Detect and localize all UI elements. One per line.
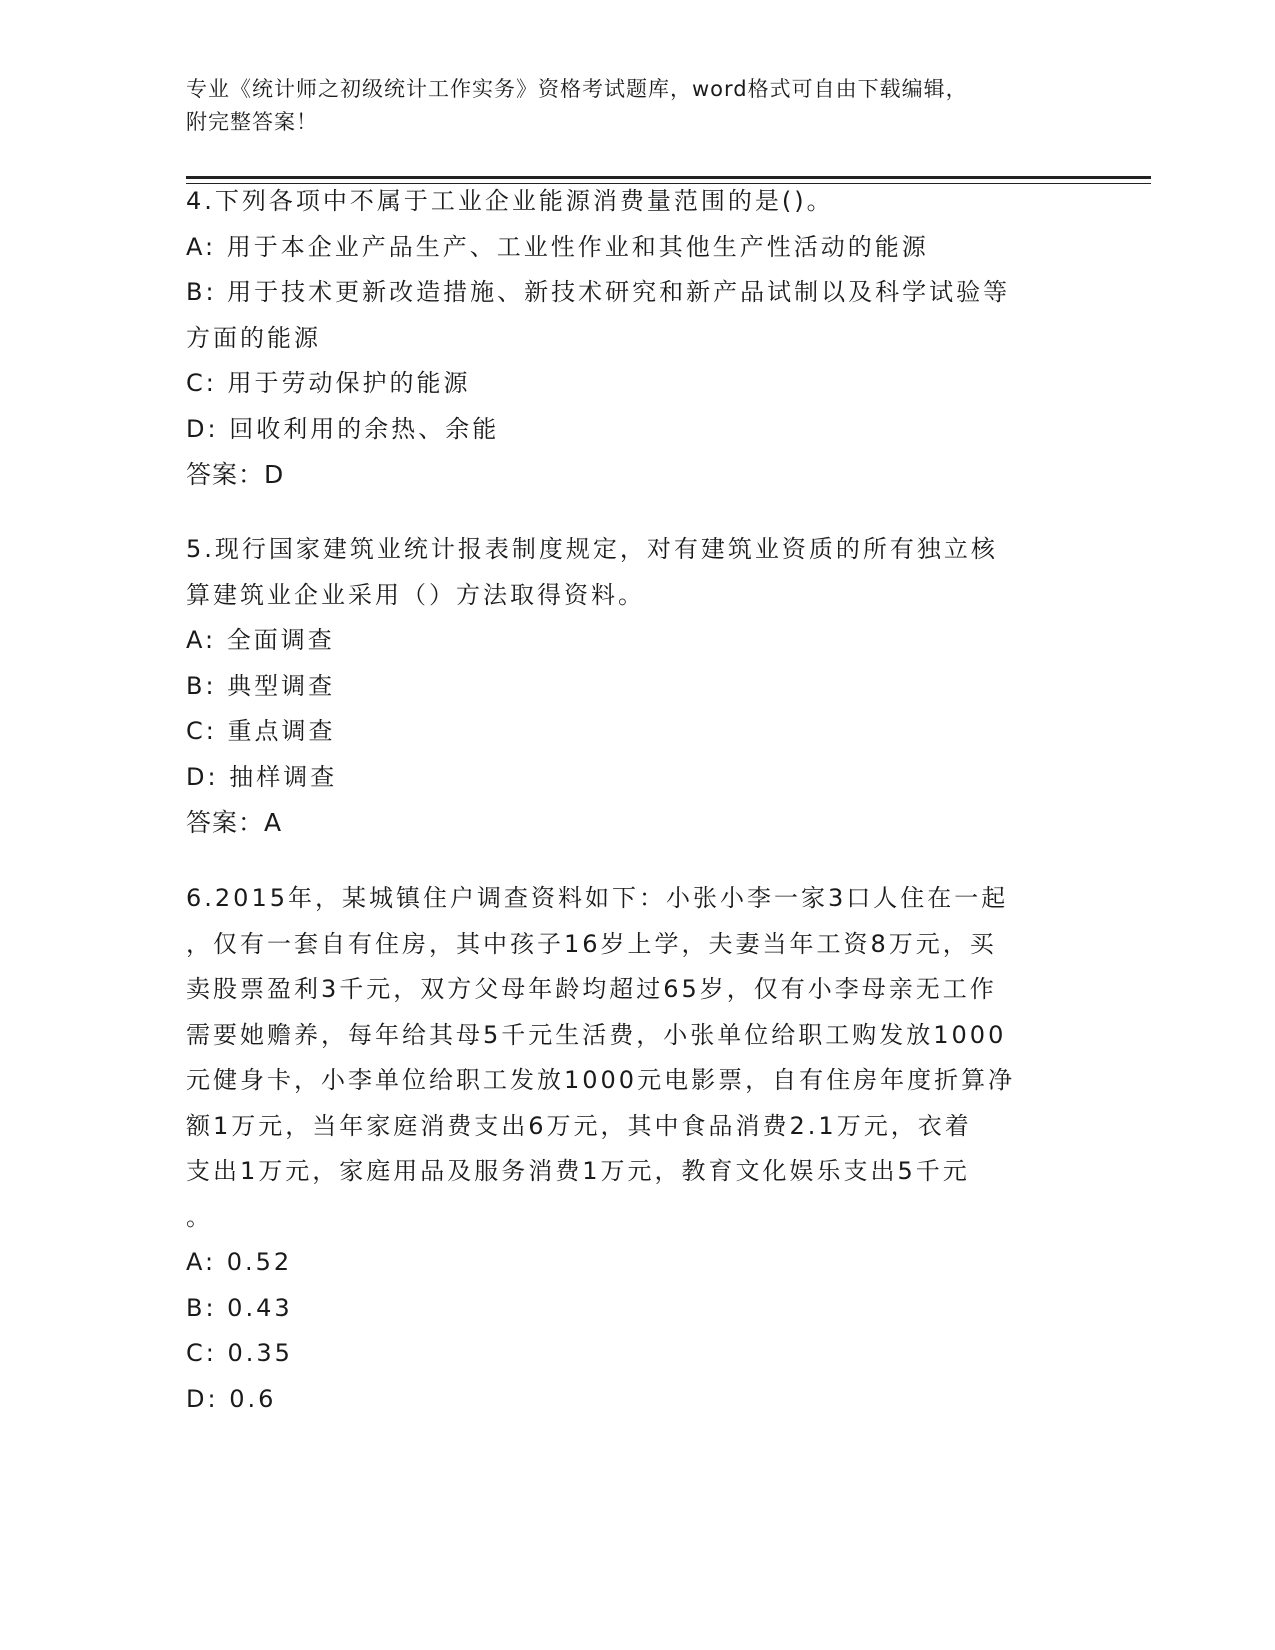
question-5 [186,527,1066,846]
question-stem-continued: ，仅有一套自有住房，其中孩子16岁上学，夫妻当年工资8万元，买 [186,929,997,958]
header-line-1: 专业《统计师之初级统计工作实务》资格考试题库，word格式可自由下载编辑， [186,77,968,101]
header-line-2: 附完整答案！ [186,110,318,134]
question-stem-continued: 额1万元，当年家庭消费支出6万元，其中食品消费2.1万元，衣着 [186,1111,972,1140]
option-a: A: 用于本企业产品生产、工业性作业和其他生产性活动的能源 [186,232,929,261]
document-header [186,73,1046,139]
question-stem-continued: 元健身卡，小李单位给职工发放1000元电影票，自有住房年度折算净 [186,1066,1016,1094]
question-4 [186,179,1066,498]
option-c: C: 重点调查 [186,717,336,745]
option-a: A: 全面调查 [186,626,335,654]
question-stem: 6.2015年，某城镇住户调查资料如下：小张小李一家3口人住在一起 [186,884,1009,912]
question-stem: 4.下列各项中不属于工业企业能源消费量范围的是()。 [186,187,834,215]
option-c: C: 用于劳动保护的能源 [186,369,471,397]
question-stem-continued: 。 [186,1202,213,1231]
question-stem-continued: 算建筑业企业采用（）方法取得资料。 [186,580,645,609]
answer: 答案：A [186,808,283,837]
option-b: B: 0.43 [186,1293,293,1322]
question-stem-continued: 支出1万元，家庭用品及服务消费1万元，教育文化娱乐支出5千元 [186,1157,970,1185]
option-d: D: 回收利用的余热、余能 [186,414,500,443]
option-c: C: 0.35 [186,1339,293,1367]
answer: 答案：D [186,460,285,489]
option-b-continued: 方面的能源 [186,323,321,352]
option-a: A: 0.52 [186,1248,293,1276]
option-d: D: 0.6 [186,1384,277,1413]
question-stem: 5.现行国家建筑业统计报表制度规定，对有建筑业资质的所有独立核 [186,535,998,563]
option-b: B: 典型调查 [186,671,336,700]
question-6 [186,876,1066,1422]
option-b: B: 用于技术更新改造措施、新技术研究和新产品试制以及科学试验等 [186,278,1011,306]
question-stem-continued: 卖股票盈利3千元，双方父母年龄均超过65岁，仅有小李母亲无工作 [186,975,997,1003]
option-d: D: 抽样调查 [186,762,338,791]
question-stem-continued: 需要她赡养，每年给其母5千元生活费，小张单位给职工购发放1000 [186,1020,1007,1049]
